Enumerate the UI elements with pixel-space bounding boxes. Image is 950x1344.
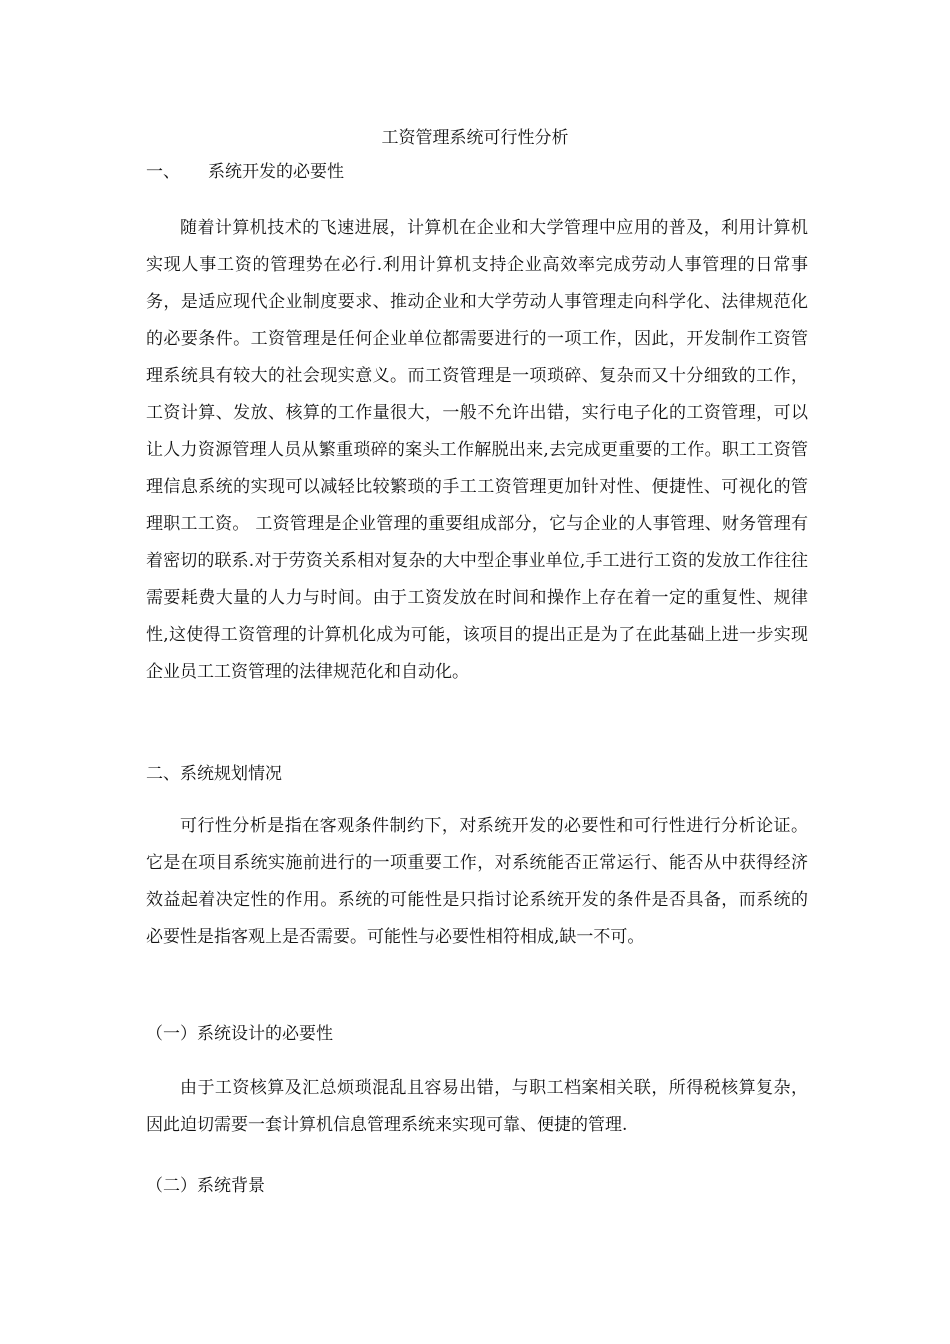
section-heading-1 [146, 160, 344, 184]
section-heading-2: 二、系统规划情况 [146, 764, 282, 784]
section-number-1: 一、 [146, 162, 180, 182]
document-title: 工资管理系统可行性分析 [381, 128, 569, 148]
section-2-paragraph [146, 808, 808, 956]
subsection-1-paragraph [146, 1070, 808, 1144]
section-1-text: 随着计算机技术的飞速进展，计算机在企业和大学管理中应用的普及，利用计算机实现人事工资的管理势在必行.利用计算机支持企业高效率完成劳动人事管理的日常事务，是适应现代企业制度要求、推动企业和大学劳动人事管理走向科学化、法律规范化的必要条件。工资管理是任何企业单位都需要进行的一项工作，因此，开发制作工资管理系统具有较大的社会现实意义。而工资管理是一项琐碎、复杂而又十分细致的工作，工资计算、发放、核算的工作量很大，一般不允许出错，实行电子化的工资管理，可以让人力资源管理人员从繁重琐碎的案头工作解脱出来,去完成更重要的工作。职工工资管理信息系统的实现可以减轻比较繁琐的手工工资管理更加针对性、便捷性、可视化的管理职工工资。 工资管理是企业管理的重要组成部分，它与企业的人事管理、财务管理有着密切的联系.对于劳资关系相对复杂的大中型企事业单位,手工进行工资的发放工作往往需要耗费大量的人力与时间。由于工资发放在时间和操作上存在着一定的重复性、规律性,这使得工资管理的计算机化成为可能，该项目的提出正是为了在此基础上进一步实现企业员工工资管理的法律规范化和自动化。 [146, 218, 808, 682]
section-1-paragraph [146, 210, 808, 691]
subsection-heading-1: （一）系统设计的必要性 [146, 1024, 333, 1044]
subsection-1-text: 由于工资核算及汇总烦琐混乱且容易出错，与职工档案相关联，所得税核算复杂，因此迫切需要一套计算机信息管理系统来实现可靠、便捷的管理. [146, 1078, 808, 1135]
section-2-text: 可行性分析是指在客观条件制约下，对系统开发的必要性和可行性进行分析论证。它是在项目系统实施前进行的一项重要工作，对系统能否正常运行、能否从中获得经济效益起着决定性的作用。系统的可能性是只指讨论系统开发的条件是否具备，而系统的必要性是指客观上是否需要。可能性与必要性相符相成,缺一不可。 [146, 816, 808, 947]
subsection-heading-2: （二）系统背景 [146, 1176, 265, 1196]
section-title-1: 系统开发的必要性 [208, 162, 344, 182]
